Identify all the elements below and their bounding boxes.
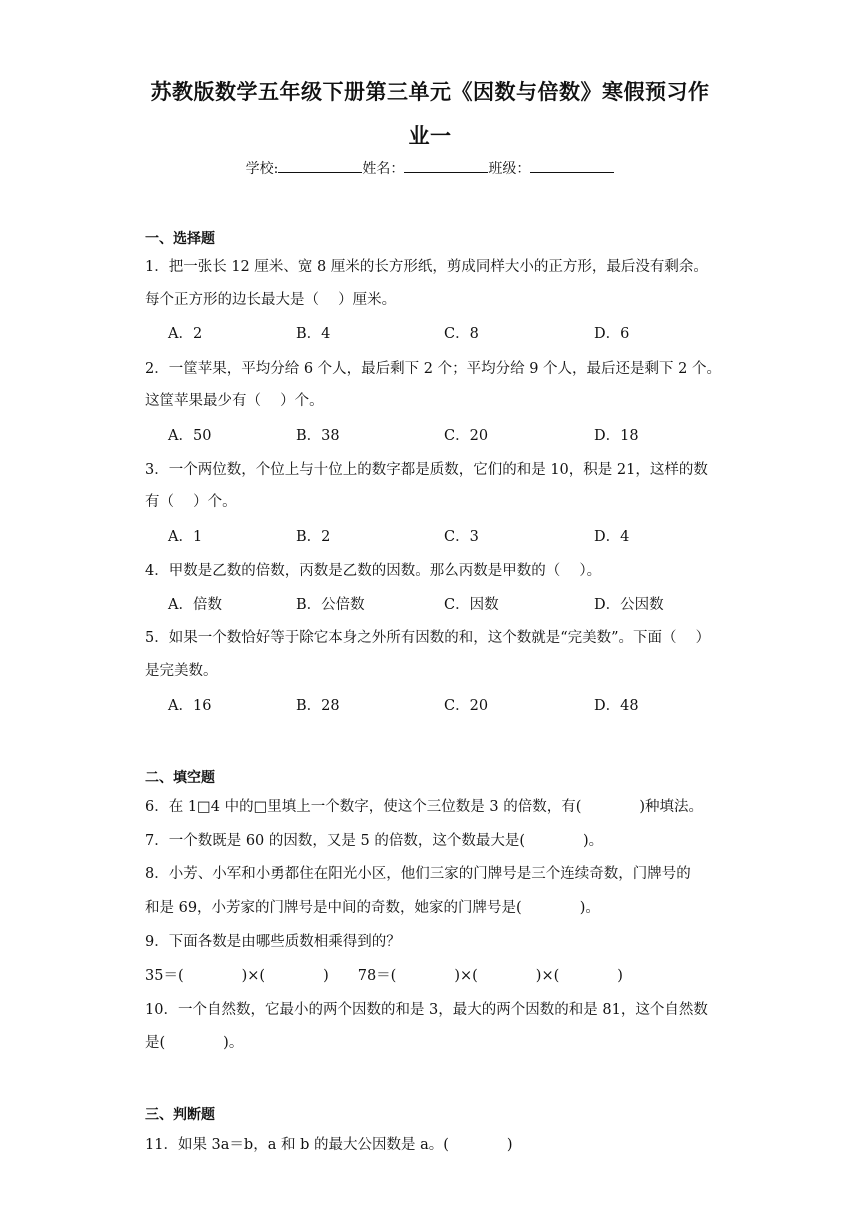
question-4-line1: 4．甲数是乙数的倍数，丙数是乙数的因数。那么丙数是甲数的（ ）。 bbox=[145, 563, 602, 579]
student-info-line bbox=[0, 158, 860, 178]
class-blank[interactable] bbox=[530, 158, 614, 173]
option-b[interactable]: B．2 bbox=[296, 529, 331, 545]
section-heading-judge: 三、判断题 bbox=[145, 1107, 215, 1123]
question-1-line2: 每个正方形的边长最大是（ ）厘米。 bbox=[145, 292, 397, 308]
option-b[interactable]: B．公倍数 bbox=[296, 597, 365, 613]
question-10-line2: 是( )。 bbox=[145, 1035, 244, 1051]
question-8-line2: 和是 69，小芳家的门牌号是中间的奇数，她家的门牌号是( )。 bbox=[145, 900, 600, 916]
name-blank[interactable] bbox=[404, 158, 488, 173]
option-d[interactable]: D．18 bbox=[594, 428, 639, 444]
option-d[interactable]: D．4 bbox=[594, 529, 630, 545]
question-2-options bbox=[168, 424, 728, 444]
school-label: 学校: bbox=[245, 161, 279, 177]
question-10-line1: 10．一个自然数，它最小的两个因数的和是 3，最大的两个因数的和是 81，这个自然数 bbox=[145, 1002, 708, 1018]
question-1-options bbox=[168, 322, 728, 342]
option-a[interactable]: A．1 bbox=[168, 529, 203, 545]
question-8-line1: 8．小芳、小军和小勇都住在阳光小区，他们三家的门牌号是三个连续奇数，门牌号的 bbox=[145, 866, 691, 882]
question-3-options bbox=[168, 525, 728, 545]
option-a[interactable]: A．16 bbox=[168, 698, 212, 714]
section-heading-fill: 二、填空题 bbox=[145, 770, 215, 786]
question-1-line1: 1．把一张长 12 厘米、宽 8 厘米的长方形纸，剪成同样大小的正方形，最后没有剩余。 bbox=[145, 259, 708, 275]
school-blank[interactable] bbox=[278, 158, 362, 173]
question-2-line1: 2．一筐苹果，平均分给 6 个人，最后剩下 2 个；平均分给 9 个人，最后还是剩下 2 个。 bbox=[145, 361, 721, 377]
option-c[interactable]: C．因数 bbox=[444, 597, 499, 613]
question-3-line2: 有（ ）个。 bbox=[145, 494, 237, 510]
option-b[interactable]: B．28 bbox=[296, 698, 340, 714]
question-6: 6．在 1□4 中的□里填上一个数字，使这个三位数是 3 的倍数，有( )种填法。 bbox=[145, 799, 704, 815]
option-a[interactable]: A．50 bbox=[168, 428, 212, 444]
document-title-line1: 苏教版数学五年级下册第三单元《因数与倍数》寒假预习作 bbox=[150, 79, 710, 104]
option-c[interactable]: C．20 bbox=[444, 698, 489, 714]
option-c[interactable]: C．8 bbox=[444, 326, 479, 342]
question-3-line1: 3．一个两位数，个位上与十位上的数字都是质数，它们的和是 10，积是 21，这样的数 bbox=[145, 462, 708, 478]
option-d[interactable]: D．公因数 bbox=[594, 597, 664, 613]
question-11: 11．如果 3a＝b，a 和 b 的最大公因数是 a。( ) bbox=[145, 1137, 513, 1153]
option-b[interactable]: B．4 bbox=[296, 326, 331, 342]
option-b[interactable]: B．38 bbox=[296, 428, 340, 444]
question-5-options bbox=[168, 694, 728, 714]
option-d[interactable]: D．6 bbox=[594, 326, 630, 342]
class-label: 班级： bbox=[488, 161, 531, 177]
option-d[interactable]: D．48 bbox=[594, 698, 639, 714]
option-c[interactable]: C．3 bbox=[444, 529, 479, 545]
question-9-line2: 35＝( )×( ) 78＝( )×( )×( ) bbox=[145, 968, 623, 984]
option-c[interactable]: C．20 bbox=[444, 428, 489, 444]
option-a[interactable]: A．2 bbox=[168, 326, 203, 342]
question-5-line2: 是完美数。 bbox=[145, 663, 218, 679]
question-7: 7．一个数既是 60 的因数，又是 5 的倍数，这个数最大是( )。 bbox=[145, 833, 604, 849]
section-heading-choice: 一、选择题 bbox=[145, 231, 215, 247]
document-title-line2: 业一 bbox=[408, 123, 452, 148]
question-2-line2: 这筐苹果最少有（ ）个。 bbox=[145, 393, 324, 409]
name-label: 姓名： bbox=[362, 161, 405, 177]
option-a[interactable]: A．倍数 bbox=[168, 597, 222, 613]
question-9-line1: 9．下面各数是由哪些质数相乘得到的？ bbox=[145, 934, 401, 950]
question-4-options bbox=[168, 593, 728, 613]
question-5-line1: 5．如果一个数恰好等于除它本身之外所有因数的和，这个数就是“完美数”。下面（ ） bbox=[145, 630, 711, 646]
